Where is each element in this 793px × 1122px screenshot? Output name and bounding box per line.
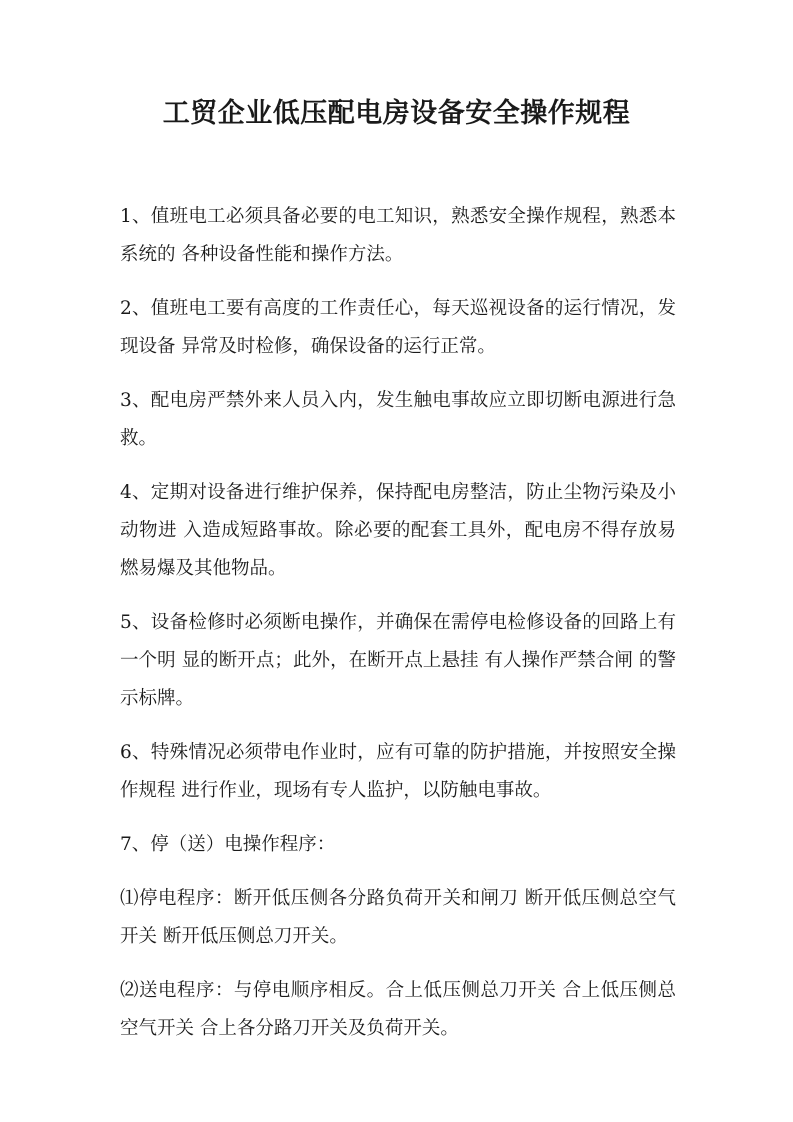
paragraph-7-2: ⑵送电程序：与停电顺序相反。合上低压侧总刀开关 合上低压侧总 空气开关 合上各分路刀开关及负荷开关。 — [120, 980, 676, 1039]
paragraph-4: 4、定期对设备进行维护保养，保持配电房整洁，防止尘物污染及小动物进 入造成短路事故。除必要的配套工具外，配电房不得存放易燃易爆及其他物品。 — [120, 482, 676, 579]
paragraph-1: 1、值班电工必须具备必要的电工知识，熟悉安全操作规程，熟悉本系统的 各种设备性能和操作方法。 — [120, 206, 676, 265]
paragraph-3: 3、配电房严禁外来人员入内，发生触电事故应立即切断电源进行急救。 — [120, 390, 676, 449]
page-title: 工贸企业低压配电房设备安全操作规程 — [162, 98, 631, 129]
document-body — [120, 198, 676, 1064]
paragraph-2: 2、值班电工要有高度的工作责任心，每天巡视设备的运行情况，发现设备 异常及时检修，确保设备的运行正常。 — [120, 298, 676, 357]
paragraph-5: 5、设备检修时必须断电操作，并确保在需停电检修设备的回路上有一个明 显的断开点；此外，在断开点上悬挂 有人操作严禁合闸 的警示标牌。 — [120, 612, 676, 709]
paragraph-6: 6、特殊情况必须带电作业时，应有可靠的防护措施，并按照安全操作规程 进行作业，现场有专人监护，以防触电事故。 — [120, 742, 676, 801]
paragraph-7-1: ⑴停电程序：断开低压侧各分路负荷开关和闸刀 断开低压侧总空气 开关 断开低压侧总刀开关。 — [120, 888, 676, 947]
paragraph-7: 7、停（送）电操作程序： — [120, 834, 336, 855]
